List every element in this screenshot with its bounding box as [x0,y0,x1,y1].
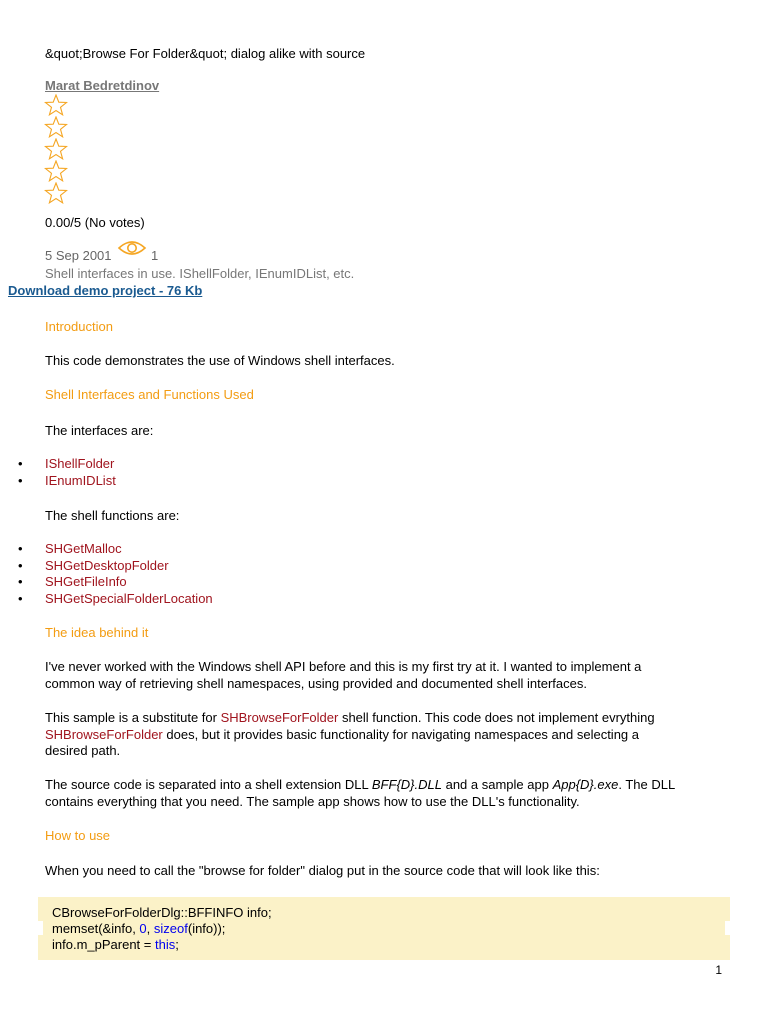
rating-text: 0.00/5 (No votes) [45,215,145,230]
functions-list [0,541,213,607]
code-keyword: this [154,937,176,952]
list-item [0,473,116,490]
bullet-icon: • [18,590,23,606]
list-item-text: SHGetFileInfo [45,574,127,589]
function-ref: SHBrowseForFolder [220,710,339,725]
download-link[interactable]: Download demo project - 76 Kb [8,283,203,298]
list-item [0,591,213,608]
list-item [0,574,213,591]
section-heading-how-to-use: How to use [45,828,111,843]
section-heading-idea: The idea behind it [45,625,149,640]
star-icon[interactable] [44,94,68,116]
code-line: CBrowseForFolderDlg::BFFINFO info; [52,905,272,920]
code-margin-mark [38,921,43,935]
code-text: ; [175,937,179,952]
code-number: 0 [139,921,147,936]
page-number: 1 [715,963,722,977]
interfaces-intro: The interfaces are: [45,423,154,438]
idea-paragraph-1: I've never worked with the Windows shell API before and this is my first try at it. I wanted to implement a common way of retrieving shell namespaces, using provided and documented shell interfaces. [45,659,642,691]
code-text: (info)); [187,921,226,936]
list-item-text: IShellFolder [45,456,115,471]
text-span: The source code is separated into a shell extension DLL [45,777,372,792]
star-icon[interactable] [44,182,68,204]
list-item-text: IEnumIDList [45,472,116,488]
text-span: This sample is a substitute for [45,710,221,725]
dll-name: BFF{D}.DLL [371,777,442,792]
code-text: , [146,921,154,936]
star-icon[interactable] [44,116,68,138]
function-ref: SHBrowseForFolder [45,726,163,742]
star-icon[interactable] [44,160,68,182]
how-to-paragraph: When you need to call the "browse for folder" dialog put in the source code that will look like this: [45,863,600,878]
text-span: . The DLL contains everything that you need. The sample app shows how to use the DLL's functionality. [45,777,675,809]
text-span: and a sample app [441,777,553,792]
list-item-text: SHGetDesktopFolder [45,557,169,573]
author-link[interactable]: Marat Bedretdinov [45,78,160,93]
code-keyword: sizeof [153,921,188,936]
text-span: does, but it provides basic functionality for navigating namespaces and selecting a desired path. [45,726,639,758]
interfaces-list [0,456,116,489]
article-title: &quot;Browse For Folder&quot; dialog alike with source [45,46,366,61]
code-text: memset(&info, [52,921,140,936]
eye-icon [117,238,147,258]
list-item-text: SHGetMalloc [45,541,122,556]
list-item [0,456,116,473]
list-item [0,558,213,575]
rating-stars[interactable] [44,94,70,204]
bullet-icon: • [18,574,23,589]
idea-paragraph-2 [45,710,685,760]
app-name: App{D}.exe [552,777,619,792]
code-block [38,897,730,960]
bullet-icon: • [18,541,23,556]
article-description: Shell interfaces in use. IShellFolder, IEnumIDList, etc. [45,266,355,281]
code-margin-mark [725,921,730,935]
bullet-icon: • [18,557,23,573]
code-text: info.m_pParent = [52,937,155,952]
functions-intro: The shell functions are: [45,508,180,523]
view-count: 1 [151,248,159,263]
star-icon[interactable] [44,138,68,160]
section-heading-introduction: Introduction [45,319,113,334]
bullet-icon: • [18,472,23,488]
publish-date: 5 Sep 2001 [45,248,112,263]
code-line [52,921,225,936]
list-item-text: SHGetSpecialFolderLocation [45,590,213,606]
list-item [0,541,213,558]
section-heading-interfaces: Shell Interfaces and Functions Used [45,387,254,402]
text-span: shell function. This code does not implement evrything [338,710,655,725]
intro-paragraph: This code demonstrates the use of Windows shell interfaces. [45,353,395,368]
bullet-icon: • [18,456,23,471]
code-line [52,937,179,952]
idea-paragraph-3 [45,777,685,810]
